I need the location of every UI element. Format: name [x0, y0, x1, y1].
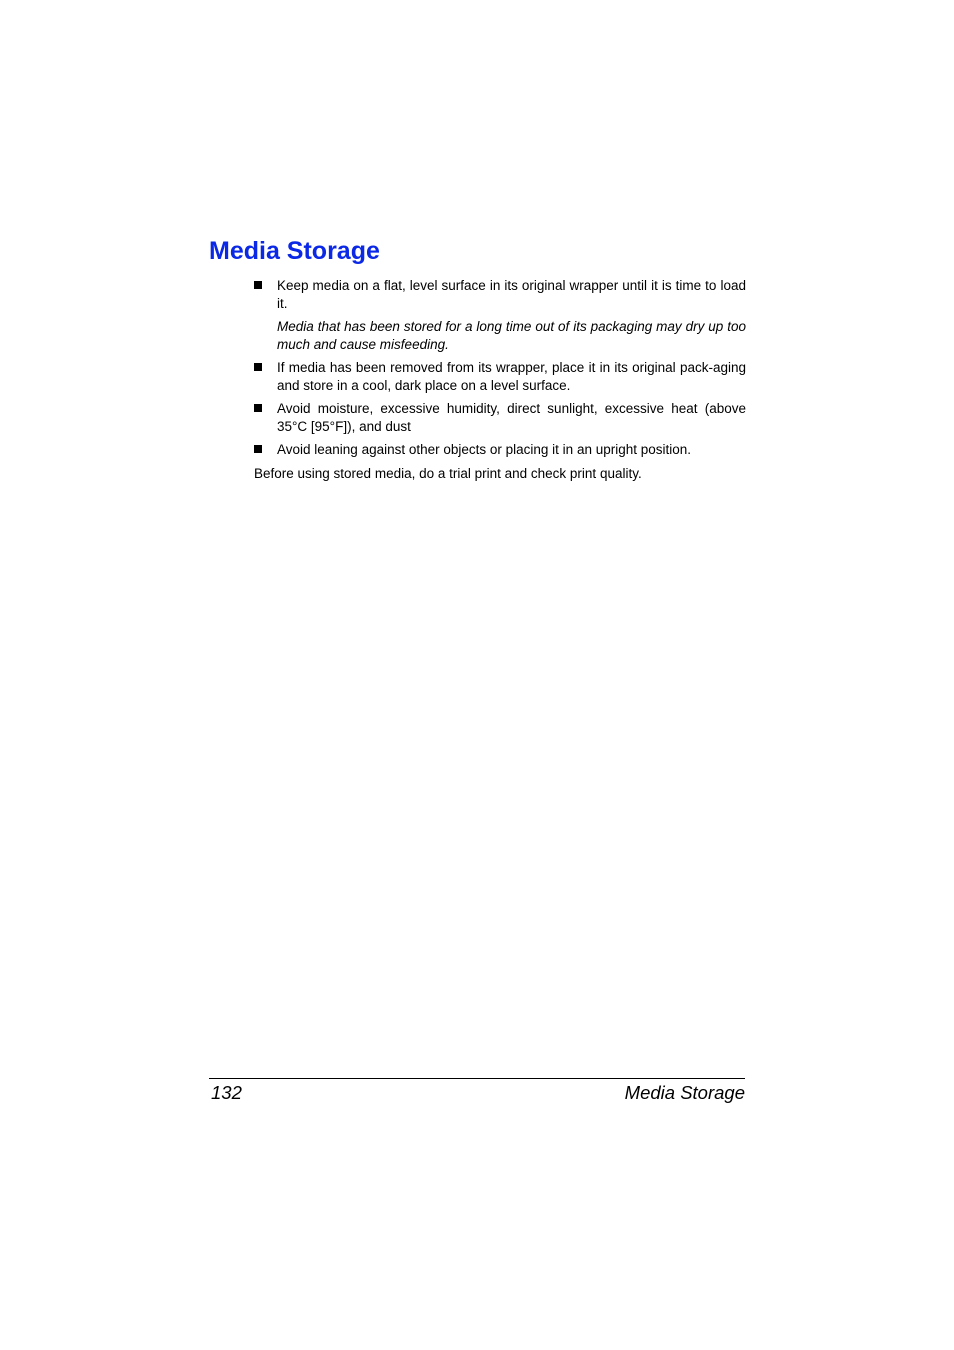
bullet-text: Avoid moisture, excessive humidity, direct sunlight, excessive heat (above 35°C [95°F]), and dust [277, 401, 746, 434]
square-bullet-icon [254, 445, 262, 453]
square-bullet-icon [254, 363, 262, 371]
content-body [254, 277, 746, 482]
closing-paragraph: Before using stored media, do a trial print and check print quality. [254, 465, 642, 481]
bullet-text: Keep media on a flat, level surface in its original wrapper until it is time to load it. [277, 278, 746, 311]
footer-section-title: Media Storage [624, 1082, 745, 1103]
footer-divider [209, 1078, 745, 1079]
bullet-item [254, 441, 746, 459]
bullet-text: Avoid leaning against other objects or placing it in an upright position. [277, 442, 692, 457]
square-bullet-icon [254, 281, 262, 289]
square-bullet-icon [254, 404, 262, 412]
bullet-note: Media that has been stored for a long time out of its packaging may dry up too much and cause misfeeding. [277, 319, 746, 352]
bullet-item [254, 277, 746, 353]
bullet-text: If media has been removed from its wrapper, place it in its original pack-aging and store in a cool, dark place on a level surface. [277, 360, 746, 393]
page-title: Media Storage [209, 237, 380, 265]
page-number: 132 [211, 1082, 242, 1103]
bullet-item [254, 359, 746, 394]
bullet-item [254, 400, 746, 435]
